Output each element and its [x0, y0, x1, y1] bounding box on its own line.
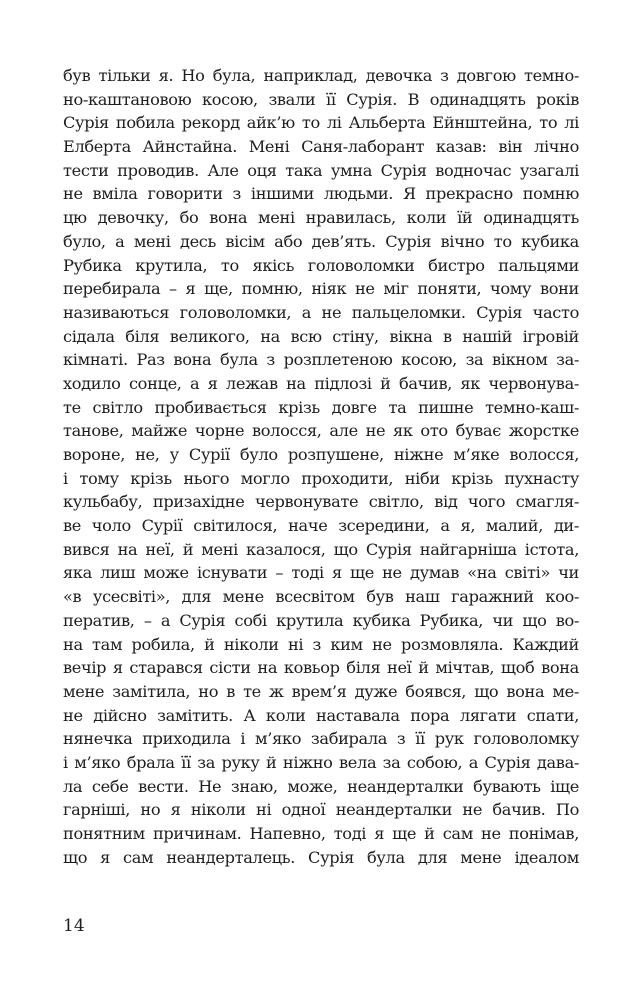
text-line: що я сам неандерталець. Сурія була для мене ідеалом	[63, 847, 579, 867]
text-line: не дійсно замітить. А коли наставала пора лягати спати,	[63, 705, 579, 725]
text-line: кімнаті. Раз вона була з розплетеною косою, за вікном за-	[63, 350, 579, 370]
text-line: ве чоло Сурії світилося, наче зсередини, а я, малий, ди-	[63, 516, 579, 536]
text-line: нянечка приходила і м’яко забирала з її рук головоломку	[63, 729, 579, 749]
text-line: і тому крізь нього могло проходити, ніби крізь пухнасту	[63, 468, 579, 488]
text-line: те світло пробивається крізь довге та пишне темно-каш-	[63, 397, 579, 417]
text-line: було, а мені десь вісім або дев’ять. Сурія вічно то кубика	[63, 231, 579, 251]
text-line: Рубика крутила, то якісь головоломки бистро пальцями	[63, 255, 579, 275]
text-line: і м’яко брала її за руку й ніжно вела за собою, а Сурія дава-	[63, 752, 579, 772]
page-number: 14	[63, 916, 85, 936]
text-line: «в усесвіті», для мене всесвітом був наш гаражний коо-	[63, 587, 579, 607]
text-line: не вміла говорити з іншими людьми. Я прекрасно помню	[63, 184, 579, 204]
text-line: вороне, не, у Сурії було розпушене, ніжне м’яке волосся,	[63, 445, 579, 464]
text-line: перебирала – я ще, помню, ніяк не міг поняти, чому вони	[63, 279, 579, 299]
text-line: яка лиш може існувати – тоді я ще не думав «на світі» чи	[63, 563, 579, 583]
text-line: кульбабу, призахідне червонувате світло, від чого смагля-	[63, 492, 579, 512]
text-line: ператив, – а Сурія собі крутила кубика Рубика, чи що во-	[63, 610, 579, 630]
text-line: танове, майже чорне волосся, але не як ото буває жорстке	[63, 421, 579, 441]
body-text	[63, 64, 579, 869]
text-line: вився на неї, й мені казалося, що Сурія найгарніша істота,	[63, 539, 579, 559]
text-line: був тільки я. Но була, наприклад, девочка з довгою темно-	[63, 66, 579, 85]
text-line: сідала біля великого, на всю стіну, вікна в нашій ігровій	[63, 326, 579, 346]
text-line: ла себе вести. Не знаю, може, неандерталки бувають іще	[63, 776, 579, 796]
text-line: називаються головоломки, а не пальцеломки. Сурія часто	[63, 302, 579, 322]
text-line: мене замітила, но в те ж врем’я дуже боявся, що вона ме-	[63, 681, 579, 701]
text-line: цю девочку, бо вона мені нравилась, коли їй одинадцять	[63, 208, 579, 228]
text-line: Елберта Айнстайна. Мені Саня-лаборант казав: він лічно	[63, 137, 579, 157]
text-line: гарніші, но я ніколи ні одної неандерталки не бачив. По	[63, 800, 579, 820]
text-line: на там робила, й ніколи ні з ким не розмовляла. Каждий	[63, 634, 579, 654]
text-line: Сурія побила рекорд айк’ю то лі Альберта Ейнштейна, то лі	[63, 113, 579, 133]
text-line: тести проводив. Але оця така умна Сурія водночас узагалі	[63, 160, 579, 180]
text-line: но-каштановою косою, звали її Сурія. В одинадцять років	[63, 89, 579, 109]
text-line: ходило сонце, а я лежав на підлозі й бачив, як червонува-	[63, 373, 579, 393]
text-line: понятним причинам. Напевно, тоді я ще й сам не понімав,	[63, 824, 579, 843]
text-line: вечір я старався сісти на ковьор біля неї й мічтав, щоб вона	[63, 658, 579, 678]
